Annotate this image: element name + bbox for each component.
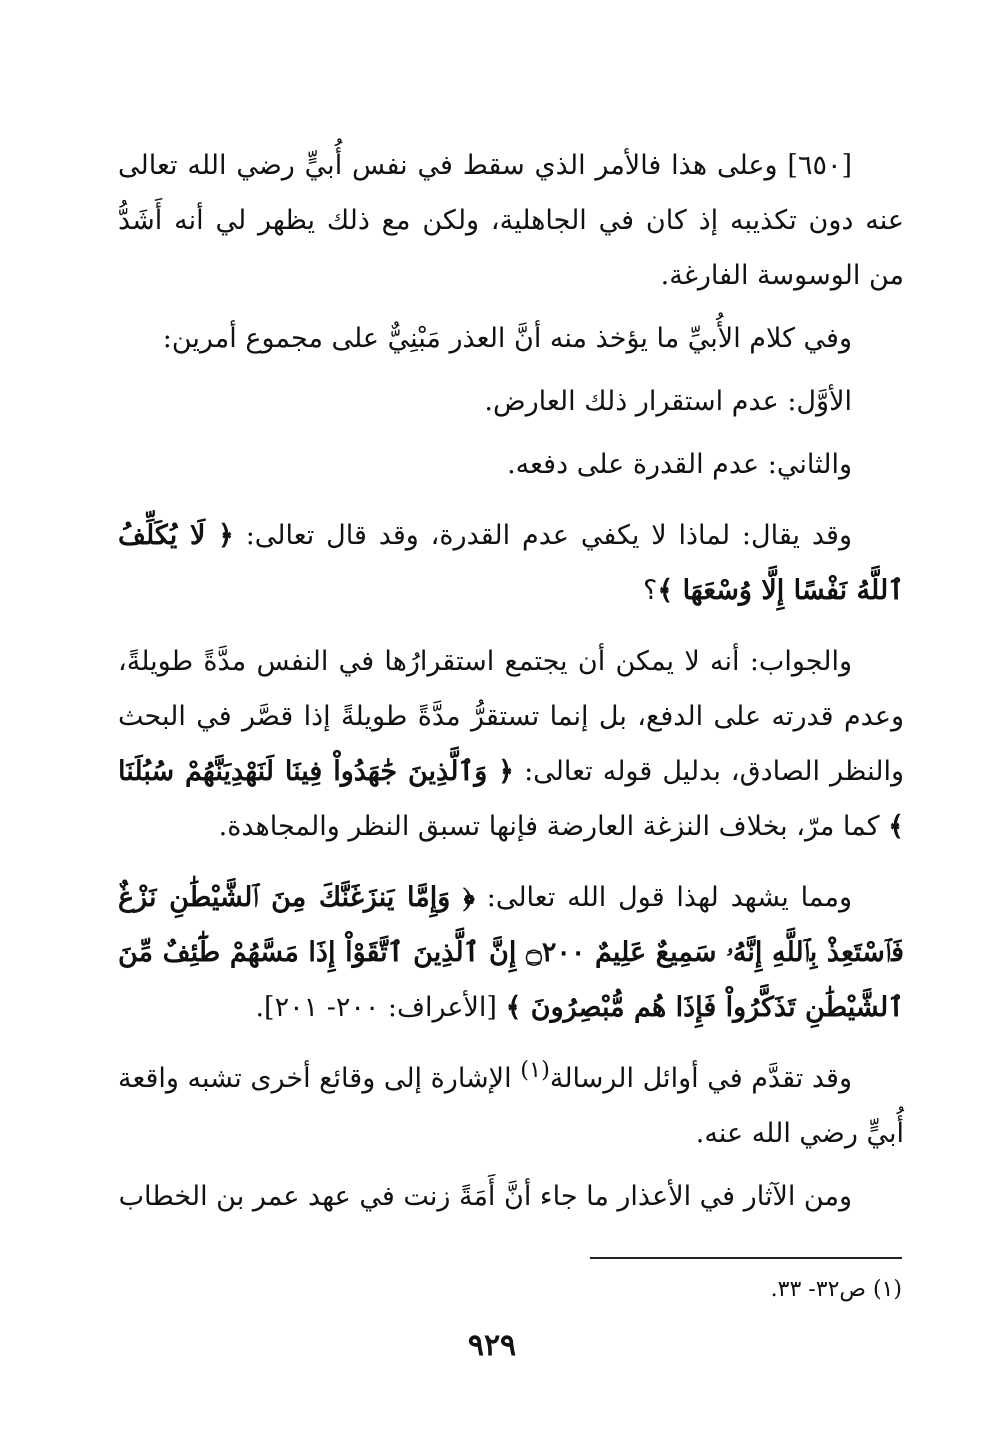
question-mark: ؟ <box>643 575 658 606</box>
verse-reference: [الأعراف: ٢٠٠- ٢٠١]. <box>255 992 497 1023</box>
page-number: ٩٢٩ <box>467 1328 517 1363</box>
answer-text-end: كما مرّ، بخلاف النزغة العارضة فإنها تسبق النظر والمجاهدة. <box>218 811 880 842</box>
paragraph-objection <box>118 508 904 618</box>
quran-verse-baqara: ﴿ لَا يُكَلِّفُ ٱللَّهُ نَفْسًا إِلَّا وُسْعَهَا ﴾ <box>118 520 904 606</box>
paragraph-earlier-reference <box>118 1043 904 1161</box>
paragraph-answer <box>118 634 904 854</box>
earlier-text: وقد تقدَّم في أوائل الرسالة <box>549 1063 852 1094</box>
earlier-text-end: الإشارة إلى وقائع أخرى تشبه واقعة أُبيٍّ رضي الله عنه. <box>118 1063 904 1149</box>
quran-verse-ankabut: ﴿ وَٱلَّذِينَ جَٰهَدُواْ فِينَا لَنَهْدِيَنَّهُمْ سُبُلَنَا ﴾ <box>118 756 904 842</box>
paragraph-first-condition: الأوَّل: عدم استقرار ذلك العارض. <box>484 386 852 417</box>
footnote-marker: (١) <box>520 1057 550 1083</box>
paragraph-second-condition: والثاني: عدم القدرة على دفعه. <box>507 449 852 480</box>
quran-verse-araf: ﴿ وَإِمَّا يَنزَغَنَّكَ مِنَ ٱلشَّيْطَٰنِ نَزْغٌ فَٱسْتَعِذْ بِٱللَّهِ إِنَّهُۥ سَمِيعٌ عَلِيمٌ ۝٢٠٠ إِنَّ ٱلَّذِينَ ٱتَّقَوْاْ إِذَا مَسَّهُمْ طَٰٓئِفٌ مِّنَ ٱلشَّيْطَٰنِ تَذَكَّرُواْ فَإِذَا هُم مُّبْصِرُونَ ﴾ <box>118 882 904 1023</box>
page-body <box>118 138 904 1224</box>
paragraph-evidence <box>118 870 904 1035</box>
answer-text: والجواب: أنه لا يمكن أن يجتمع استقرارُها في النفس مدَّةً طويلةً، وعدم قدرته على الدفع، بل إنما تستقرُّ مدَّةً طويلةً إذا قصَّر في البحث والنظر الصادق، بدليل قوله تعالى: <box>118 646 904 787</box>
footnote-divider <box>590 1257 902 1259</box>
footnote: (١) ص٣٢- ٣٣. <box>770 1277 902 1302</box>
objection-text: وقد يقال: لماذا لا يكفي عدم القدرة، وقد قال تعالى: <box>245 520 852 551</box>
paragraph-athar: ومن الآثار في الأعذار ما جاء أنَّ أَمَةً زنت في عهد عمر بن الخطاب <box>118 1181 852 1212</box>
paragraph-two-conditions: وفي كلام الأُبيِّ ما يؤخذ منه أنَّ العذر مَبْنِيٌّ على مجموع أمرين: <box>162 323 852 354</box>
paragraph-650: [٦٥٠] وعلى هذا فالأمر الذي سقط في نفس أُبيٍّ رضي الله تعالى عنه دون تكذيبه إذ كان في الجاهلية، ولكن مع ذلك يظهر لي أنه أَشَدُّ من الوسوسة الفارغة. <box>118 150 904 291</box>
evidence-text: ومما يشهد لهذا قول الله تعالى: <box>486 882 852 913</box>
